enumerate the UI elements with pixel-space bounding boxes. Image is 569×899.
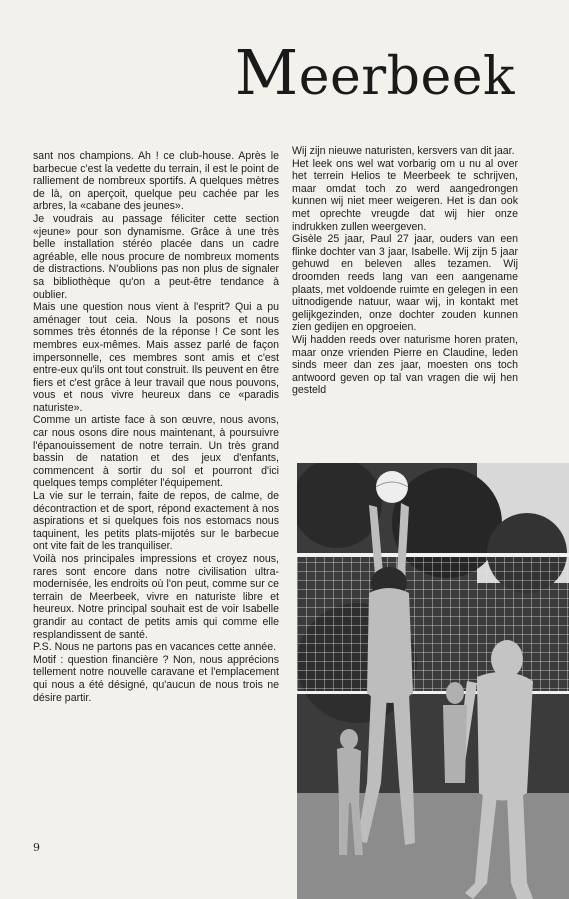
paragraph: Mais une question nous vient à l'esprit? Qui a pu aménager tout ceia. Nous la posons et nous sommes très étonnés de la réponse ! Ce sont les membres eux-mêmes. Mais assez parlé de façon impersonnelle, ces membres sont amis et c'est entre-eux qu'ils ont tout construit. Ils peuvent en être fiers et c'est grâce à leur travail que nous pouvons, vous et nous vivre heureux dans ce «paradis naturiste». [33, 301, 279, 414]
article-column-french [33, 150, 279, 704]
page-number: 9 [33, 841, 40, 854]
volleyball-net [297, 555, 569, 693]
paragraph: Wij hadden reeds over naturisme horen praten, maar onze vrienden Pierre en Claudine, leden sinds meer dan zes jaar, moesten ons toch antwoord geven op tal van vragen die wij hen gesteld [292, 333, 518, 397]
paragraph: La vie sur le terrain, faite de repos, de calme, de décontraction et de sport, répond exactement à nos aspirations et si quelques fois nos estomacs nous taquinent, les petits plats-mijotés sur le barbecue ont vite fait de les tranquiliser. [33, 490, 279, 553]
paragraph: Je voudrais au passage féliciter cette section «jeune» pour son dynamisme. Grâce à une très belle installation stéréo placée dans un cadre agréable, elle nous procure de nombreux moments de distractions. N'oublions pas non plus de signaler sa bibliothèque qu'on a peut-être tendance à oublier. [33, 212, 279, 301]
photo-illustration [297, 463, 569, 899]
paragraph: Het leek ons wel wat vorbarig om u nu al over het terrein Helios te Meerbeek te schrijven, maar omdat toch zo werd aangedrongen kunnen wij niet meer weigeren. Het is dan ook met oprechte vreugde dat wij hier onze indrukken zullen weergeven. [292, 157, 518, 233]
volleyball [376, 471, 408, 503]
paragraph: P.S. Nous ne partons pas en vacances cette année. [33, 641, 277, 654]
volleyball-photo [297, 463, 569, 899]
page-title: Meerbeek [234, 36, 515, 109]
paragraph: Motif : question financière ? Non, nous apprécions tellement notre nouvelle caravane et l'emplacement qui nous a été désigné, qu'aucun de nous trois ne désire partir. [33, 653, 279, 704]
paragraph: sant nos champions. Ah ! ce club-house. Après le barbecue c'est la vedette du terrain, il est le point de ralliement de nombreux sportifs. A quelques mètres de là, on aperçoit, quelque peu cachée par les arbres, la «cabane des jeunes». [33, 150, 279, 213]
paragraph: Voilà nos principales impressions et croyez nous, rares sont encore dans notre civilisation ultra-modernisée, les endroits où l'on peut, comme sur ce terrain de Meerbeek, vivre en naturiste libre et heureux. Notre principal souhait est de voir Isabelle grandir au contact de petits amis qui comme elle resplandissent de santé. [33, 553, 279, 641]
paragraph: Comme un artiste face à son œuvre, nous avons, car nous osons dire nous maintenant, à poursuivre l'épanouissement de notre terrain. Un très grand bassin de natation et des jeux d'enfants, commencent à sortir du sol et pourront d'ici quelques temps compléter l'équipement. [33, 414, 279, 490]
paragraph: Gisèle 25 jaar, Paul 27 jaar, ouders van een flinke dochter van 3 jaar, Isabelle. Wij zijn 5 jaar gehuwd en beleven alles tezamen. Wij droomden reeds lang van een aangename plaats, met voldoende ruimte en gelegen in een uitnodigende natuur, waar wij, in kontakt met gelijkgezinden, onze dochter zouden kunnen zien gedijen en opgroeien. [292, 233, 518, 334]
article-column-dutch [292, 145, 518, 397]
paragraph: Wij zijn nieuwe naturisten, kersvers van dit jaar. [292, 145, 515, 157]
